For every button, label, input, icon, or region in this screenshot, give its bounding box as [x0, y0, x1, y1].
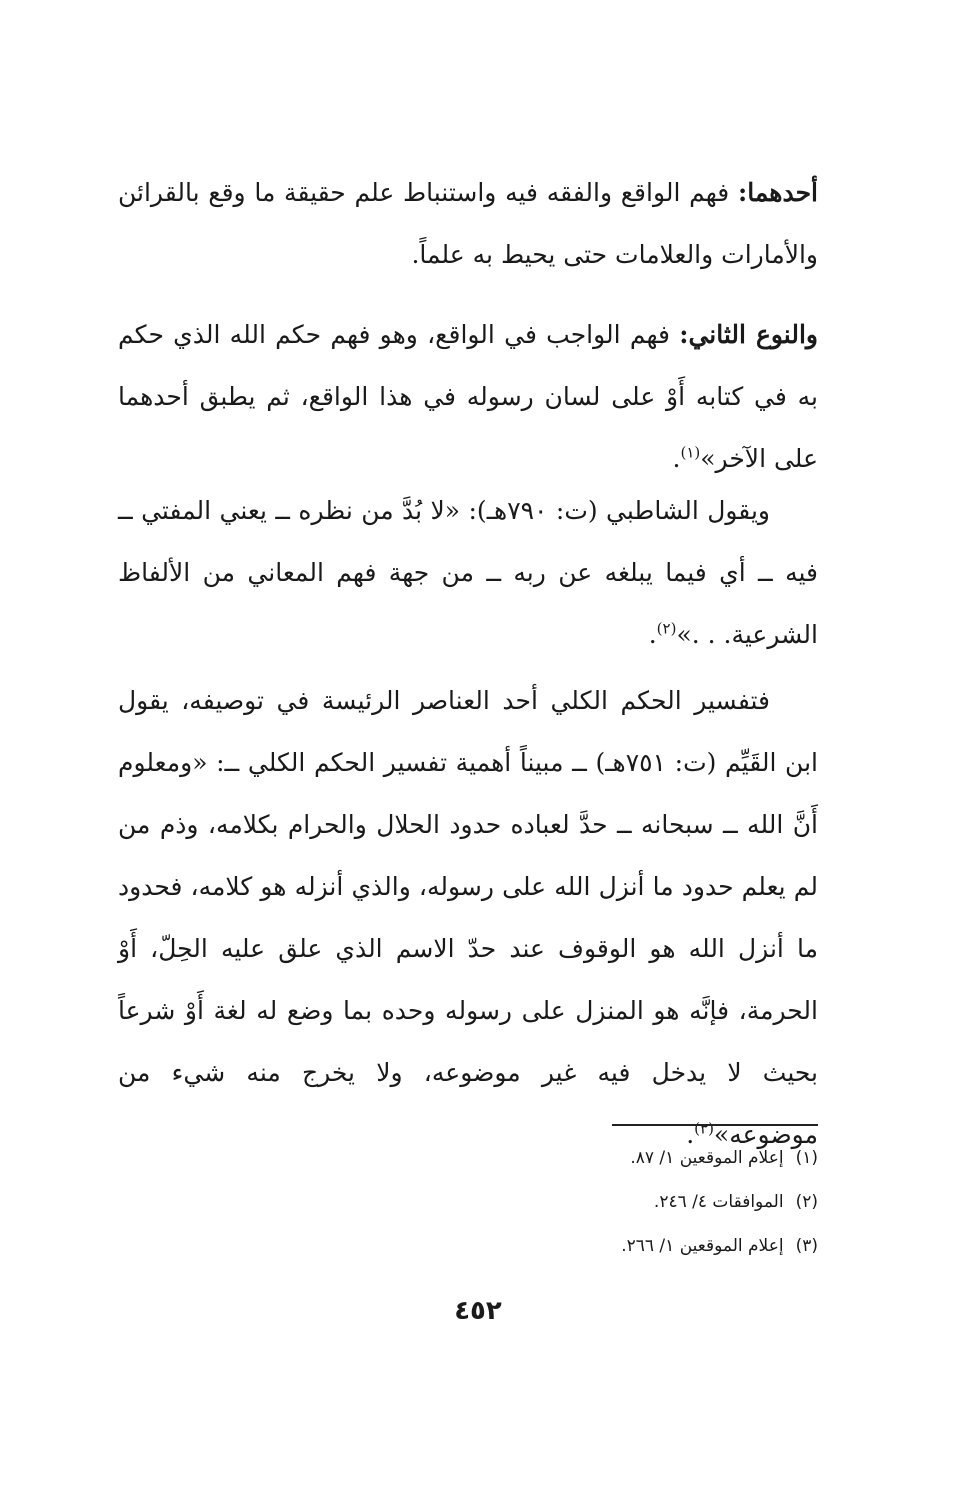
paragraph-tail: . — [686, 1120, 695, 1149]
paragraph-body: فهم الواجب في الواقع، وهو فهم حكم الله الذي حكم به في كتابه أَوْ على لسان رسوله في هذا الواقع، ثم يطبق أحدهما على الآخر» — [118, 320, 818, 473]
paragraph-body: فتفسير الحكم الكلي أحد العناصر الرئيسة في توصيفه، يقول ابن القَيِّم (ت: ٧٥١هـ) ــ مبيناً أهمية تفسير الحكم الكلي ــ: «ومعلوم أَنَّ الله ــ سبحانه ــ حدَّ لعباده حدود الحلال والحرام بكلامه، وذم من لم يعلم حدود ما أنزل الله على رسوله، والذي أنزله هو كلامه، فحدود ما أنزل الله هو الوقوف عند حدّ الاسم الذي علق عليه الحِلّ، أَوْ الحرمة، فإنَّه هو المنزل على رسوله وحده بما وضع له لغة أَوْ شرعاً بحيث لا يدخل فيه غير موضوعه، ولا يخرج منه شيء من موضوعه» — [118, 686, 818, 1149]
footnote-text: إعلام الموقعين ١/ ٨٧. — [630, 1148, 784, 1168]
paragraph-shatibi-quote — [118, 480, 818, 666]
footnote-number: (٣) — [795, 1236, 818, 1256]
page-number: ٤٥٢ — [454, 1296, 502, 1326]
paragraph-body: فهم الواقع والفقه فيه واستنباط علم حقيقة ما وقع بالقرائن والأمارات والعلامات حتى يحيط به علماً. — [118, 178, 818, 269]
paragraph-lead: والنوع الثاني: — [679, 320, 818, 349]
footnote-number: (٢) — [795, 1192, 818, 1212]
paragraph-lead: أحدهما: — [737, 178, 818, 207]
paragraph-first-type — [118, 162, 818, 286]
footnote-text: الموافقات ٤/ ٢٤٦. — [653, 1192, 784, 1212]
footnote-reference: (١) — [680, 443, 701, 462]
paragraph-second-type — [118, 304, 818, 490]
paragraph-tail: . — [648, 620, 657, 649]
footnote-item — [400, 1180, 818, 1224]
paragraph-tail: . — [672, 444, 681, 473]
paragraph-body: ويقول الشاطبي (ت: ٧٩٠هـ): «لا بُدَّ من نظره ــ يعني المفتي ــ فيه ــ أي فيما يبلغه عن ربه ــ من جهة فهم المعاني من الألفاظ الشرعية. . .» — [118, 496, 818, 649]
footnote-reference: (٢) — [656, 619, 677, 638]
footnote-number: (١) — [795, 1148, 818, 1168]
footnote-text: إعلام الموقعين ١/ ٢٦٦. — [621, 1236, 784, 1256]
footnote-reference: (٣) — [694, 1119, 714, 1138]
footnote-divider — [612, 1124, 818, 1126]
paragraph-ibn-qayyim-quote — [118, 670, 818, 1166]
footnotes-section — [400, 1136, 818, 1268]
footnote-item — [400, 1224, 818, 1268]
footnote-item — [400, 1136, 818, 1180]
